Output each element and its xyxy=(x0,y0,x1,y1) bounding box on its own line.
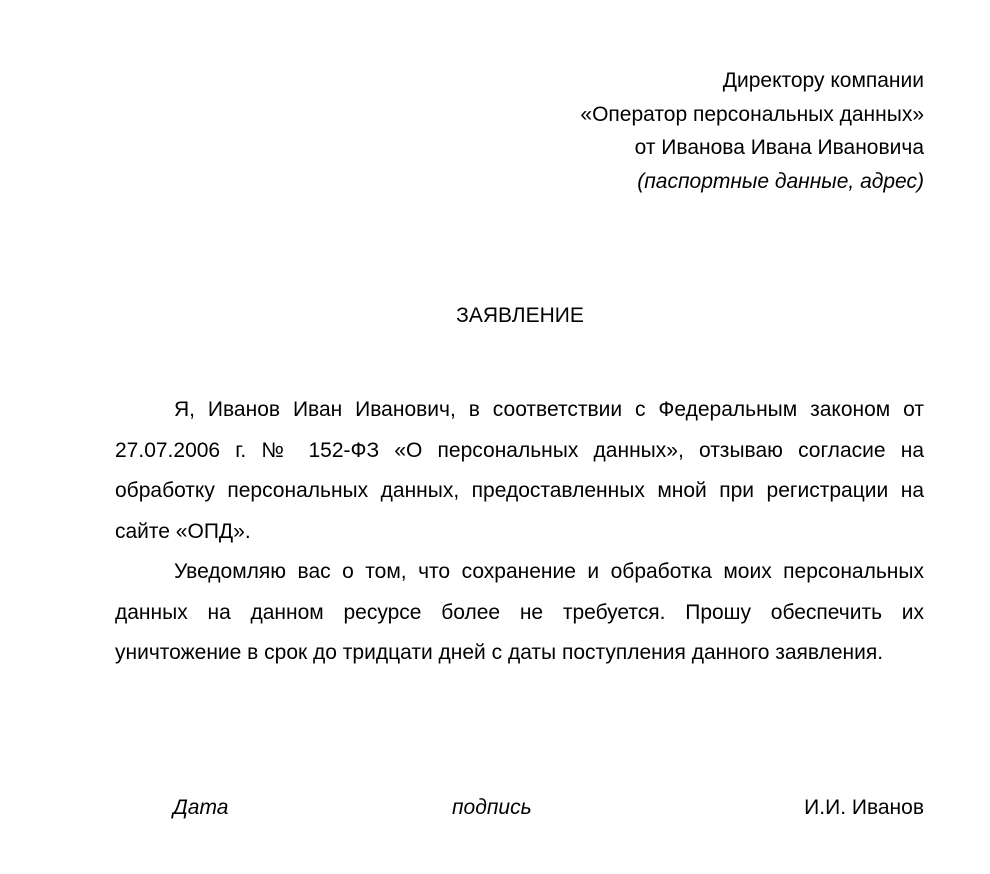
addressee-details-note: (паспортные данные, адрес) xyxy=(637,169,924,193)
addressee-block xyxy=(580,64,924,198)
document-title: ЗАЯВЛЕНИЕ xyxy=(456,304,584,327)
signature-date-label: Дата xyxy=(173,796,229,819)
document-body xyxy=(115,390,924,674)
signature-name: И.И. Иванов xyxy=(804,796,924,819)
body-paragraph-consent-withdrawal: Я, Иванов Иван Иванович, в соответствии с Федеральным законом от 27.07.2006 г. № 152-ФЗ «О персональных данных», отзываю согласие на обработку персональных данных, предоставленных мной при регистрации на сайте «ОПД». xyxy=(115,398,924,543)
addressee-line-sender: от Иванова Ивана Ивановича xyxy=(634,136,924,159)
addressee-line-company: «Оператор персональных данных» xyxy=(580,102,924,126)
signature-sign-label: подпись xyxy=(452,796,532,819)
addressee-line-director: Директору компании xyxy=(722,69,924,92)
body-paragraph-deletion-request: Уведомляю вас о том, что сохранение и обработка моих персональных данных на данном ресурсе более не требуется. Прошу обеспечить их уничтожение в срок до тридцати дней с даты поступления данного заявления. xyxy=(115,560,924,664)
